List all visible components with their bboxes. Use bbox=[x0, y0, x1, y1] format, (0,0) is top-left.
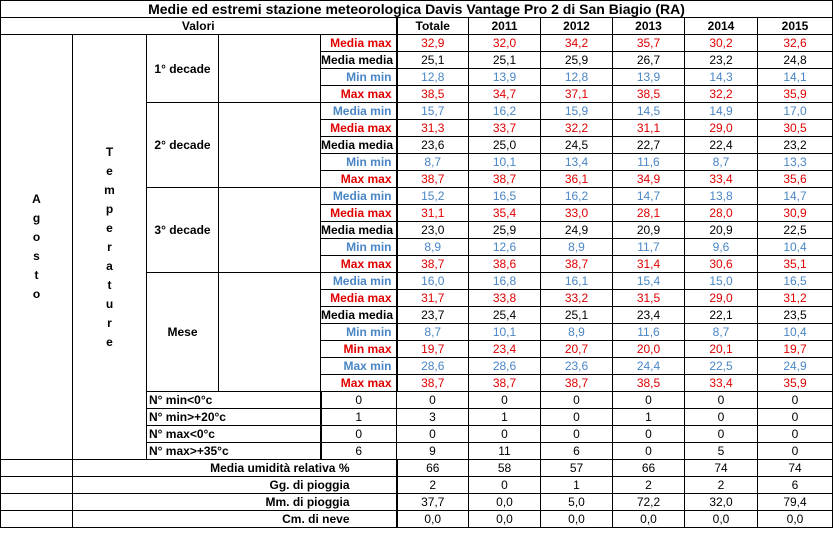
summary-label: Gg. di pioggia bbox=[73, 477, 397, 494]
stat-value: 38,7 bbox=[541, 256, 613, 273]
stat-value: 38,5 bbox=[613, 86, 685, 103]
stat-value: 8,9 bbox=[541, 239, 613, 256]
stat-value: 31,2 bbox=[758, 290, 833, 307]
stat-value: 24,5 bbox=[541, 137, 613, 154]
stat-value: 28,6 bbox=[469, 358, 541, 375]
table-row bbox=[1, 35, 833, 52]
period-label: 3° decade bbox=[147, 188, 219, 273]
summary-value: 74 bbox=[758, 460, 833, 477]
count-value: 0 bbox=[613, 392, 685, 409]
stat-label: Min min bbox=[321, 69, 397, 86]
stat-value: 8,7 bbox=[397, 324, 469, 341]
stat-value: 10,4 bbox=[758, 324, 833, 341]
stat-value: 29,0 bbox=[685, 290, 758, 307]
count-value: 0 bbox=[541, 409, 613, 426]
column-header: 2014 bbox=[685, 18, 758, 35]
month-letter: t bbox=[34, 268, 39, 282]
count-value: 0 bbox=[541, 426, 613, 443]
page-title: Medie ed estremi stazione meteorologica Davis Vantage Pro 2 di San Biagio (RA) bbox=[1, 1, 833, 18]
stat-value: 20,9 bbox=[685, 222, 758, 239]
stat-value: 15,9 bbox=[541, 103, 613, 120]
stat-value: 23,4 bbox=[469, 341, 541, 358]
count-value: 0 bbox=[397, 426, 469, 443]
stat-value: 16,2 bbox=[541, 188, 613, 205]
stat-value: 11,6 bbox=[613, 154, 685, 171]
stat-value: 13,9 bbox=[469, 69, 541, 86]
stat-value: 35,6 bbox=[758, 171, 833, 188]
bottom-spacer bbox=[1, 477, 73, 494]
month-letter: g bbox=[32, 211, 41, 225]
stat-value: 32,0 bbox=[469, 35, 541, 52]
stat-label: Min min bbox=[321, 239, 397, 256]
count-value: 0 bbox=[541, 392, 613, 409]
summary-value: 74 bbox=[685, 460, 758, 477]
summary-value: 0,0 bbox=[397, 511, 469, 528]
summary-value: 2 bbox=[685, 477, 758, 494]
stat-value: 8,9 bbox=[397, 239, 469, 256]
stat-value: 28,6 bbox=[397, 358, 469, 375]
stat-value: 12,8 bbox=[397, 69, 469, 86]
stat-value: 38,7 bbox=[541, 375, 613, 392]
stat-label: Media media bbox=[321, 307, 397, 324]
bottom-spacer bbox=[1, 511, 73, 528]
count-value: 11 bbox=[469, 443, 541, 460]
stat-value: 38,7 bbox=[469, 171, 541, 188]
stat-label: Media max bbox=[321, 205, 397, 222]
stat-value: 23,6 bbox=[541, 358, 613, 375]
stat-label: Media media bbox=[321, 222, 397, 239]
count-value: 0 bbox=[758, 392, 833, 409]
stat-value: 13,9 bbox=[613, 69, 685, 86]
stat-value: 15,0 bbox=[685, 273, 758, 290]
month-letter: o bbox=[32, 230, 41, 244]
stat-label: Media max bbox=[321, 120, 397, 137]
count-value: 5 bbox=[685, 443, 758, 460]
stat-value: 30,5 bbox=[758, 120, 833, 137]
stat-value: 31,1 bbox=[613, 120, 685, 137]
summary-value: 66 bbox=[613, 460, 685, 477]
stat-value: 31,3 bbox=[397, 120, 469, 137]
stat-label: Max max bbox=[321, 86, 397, 103]
stat-value: 23,6 bbox=[397, 137, 469, 154]
stat-value: 24,4 bbox=[613, 358, 685, 375]
summary-label: Media umidità relativa % bbox=[73, 460, 397, 477]
count-label: N° min<0°c bbox=[147, 392, 321, 409]
stat-value: 12,6 bbox=[469, 239, 541, 256]
count-value: 0 bbox=[685, 409, 758, 426]
stat-value: 14,3 bbox=[685, 69, 758, 86]
stat-value: 22,4 bbox=[685, 137, 758, 154]
stat-label: Media media bbox=[321, 52, 397, 69]
summary-value: 32,0 bbox=[685, 494, 758, 511]
stat-value: 19,7 bbox=[758, 341, 833, 358]
count-value: 9 bbox=[397, 443, 469, 460]
count-value: 0 bbox=[685, 426, 758, 443]
stat-label: Max max bbox=[321, 171, 397, 188]
stat-value: 28,1 bbox=[613, 205, 685, 222]
count-value: 0 bbox=[758, 443, 833, 460]
stat-value: 36,1 bbox=[541, 171, 613, 188]
stat-value: 16,0 bbox=[397, 273, 469, 290]
summary-label: Mm. di pioggia bbox=[73, 494, 397, 511]
stat-value: 33,2 bbox=[541, 290, 613, 307]
stat-value: 33,4 bbox=[685, 375, 758, 392]
count-value: 0 bbox=[613, 443, 685, 460]
stat-label: Max max bbox=[321, 256, 397, 273]
stat-label: Min min bbox=[321, 324, 397, 341]
stat-value: 30,2 bbox=[685, 35, 758, 52]
stat-value: 20,0 bbox=[613, 341, 685, 358]
stat-value: 38,7 bbox=[469, 375, 541, 392]
stat-value: 24,9 bbox=[541, 222, 613, 239]
stat-label: Media min bbox=[321, 188, 397, 205]
count-value: 3 bbox=[397, 409, 469, 426]
stat-value: 23,0 bbox=[397, 222, 469, 239]
period-label: Mese bbox=[147, 273, 219, 392]
stat-value: 25,9 bbox=[541, 52, 613, 69]
stat-value: 32,2 bbox=[541, 120, 613, 137]
stat-label: Max min bbox=[321, 358, 397, 375]
stat-value: 38,7 bbox=[397, 375, 469, 392]
stat-value: 31,7 bbox=[397, 290, 469, 307]
stat-label: Media max bbox=[321, 35, 397, 52]
period-spacer bbox=[219, 35, 321, 103]
stat-value: 32,2 bbox=[685, 86, 758, 103]
stat-value: 15,7 bbox=[397, 103, 469, 120]
stat-value: 15,2 bbox=[397, 188, 469, 205]
stat-value: 30,6 bbox=[685, 256, 758, 273]
stat-label: Min max bbox=[321, 341, 397, 358]
section-letter: e bbox=[106, 334, 113, 349]
stat-value: 14,1 bbox=[758, 69, 833, 86]
period-spacer bbox=[219, 103, 321, 188]
section-letter: T bbox=[105, 144, 114, 159]
summary-value: 58 bbox=[469, 460, 541, 477]
section-letter: t bbox=[107, 277, 112, 292]
stat-value: 22,7 bbox=[613, 137, 685, 154]
stat-value: 25,4 bbox=[469, 307, 541, 324]
stat-value: 33,7 bbox=[469, 120, 541, 137]
stat-label: Media media bbox=[321, 137, 397, 154]
stat-value: 25,1 bbox=[397, 52, 469, 69]
values-header: Valori bbox=[1, 18, 397, 35]
stat-value: 10,4 bbox=[758, 239, 833, 256]
bottom-spacer bbox=[1, 494, 73, 511]
stat-value: 35,9 bbox=[758, 86, 833, 103]
count-value: 0 bbox=[397, 392, 469, 409]
summary-value: 0,0 bbox=[541, 511, 613, 528]
stat-value: 17,0 bbox=[758, 103, 833, 120]
count-label: N° max>+35°c bbox=[147, 443, 321, 460]
section-letter: a bbox=[106, 258, 113, 273]
stat-value: 8,7 bbox=[685, 154, 758, 171]
stat-value: 13,3 bbox=[758, 154, 833, 171]
stat-label: Media min bbox=[321, 103, 397, 120]
stat-value: 37,1 bbox=[541, 86, 613, 103]
stat-value: 16,8 bbox=[469, 273, 541, 290]
summary-value: 0,0 bbox=[469, 494, 541, 511]
count-value: 0 bbox=[469, 426, 541, 443]
stat-value: 22,5 bbox=[758, 222, 833, 239]
section-letter: u bbox=[105, 296, 114, 311]
section-letter: r bbox=[107, 239, 112, 254]
summary-label: Cm. di neve bbox=[73, 511, 397, 528]
summary-value: 37,7 bbox=[397, 494, 469, 511]
stat-value: 35,4 bbox=[469, 205, 541, 222]
summary-value: 57 bbox=[541, 460, 613, 477]
stat-value: 12,8 bbox=[541, 69, 613, 86]
stat-value: 23,2 bbox=[685, 52, 758, 69]
month-letter: s bbox=[33, 249, 40, 263]
stat-value: 8,7 bbox=[397, 154, 469, 171]
count-label: N° max<0°c bbox=[147, 426, 321, 443]
stat-value: 11,7 bbox=[613, 239, 685, 256]
stat-value: 33,8 bbox=[469, 290, 541, 307]
stat-value: 24,8 bbox=[758, 52, 833, 69]
summary-value: 6 bbox=[758, 477, 833, 494]
count-value: 0 bbox=[685, 392, 758, 409]
count-value: 0 bbox=[613, 426, 685, 443]
month-label bbox=[1, 35, 73, 460]
summary-value: 2 bbox=[397, 477, 469, 494]
stat-value: 8,9 bbox=[541, 324, 613, 341]
summary-value: 66 bbox=[397, 460, 469, 477]
stat-value: 10,1 bbox=[469, 154, 541, 171]
table-row bbox=[1, 494, 833, 511]
stat-value: 13,4 bbox=[541, 154, 613, 171]
stat-value: 10,1 bbox=[469, 324, 541, 341]
count-value: 1 bbox=[469, 409, 541, 426]
summary-value: 0,0 bbox=[469, 511, 541, 528]
summary-value: 2 bbox=[613, 477, 685, 494]
summary-value: 0,0 bbox=[685, 511, 758, 528]
stat-value: 19,7 bbox=[397, 341, 469, 358]
count-value: 1 bbox=[321, 409, 397, 426]
stat-value: 29,0 bbox=[685, 120, 758, 137]
stat-value: 31,4 bbox=[613, 256, 685, 273]
stat-value: 35,7 bbox=[613, 35, 685, 52]
table-row bbox=[1, 511, 833, 528]
section-letter: e bbox=[106, 220, 113, 235]
stat-label: Min min bbox=[321, 154, 397, 171]
count-value: 0 bbox=[469, 392, 541, 409]
stat-value: 22,1 bbox=[685, 307, 758, 324]
section-letter: m bbox=[104, 182, 115, 197]
section-letter: e bbox=[106, 163, 113, 178]
period-spacer bbox=[219, 188, 321, 273]
stat-value: 38,5 bbox=[613, 375, 685, 392]
stat-value: 20,9 bbox=[613, 222, 685, 239]
stat-value: 20,1 bbox=[685, 341, 758, 358]
table-row bbox=[1, 460, 833, 477]
column-header: 2011 bbox=[469, 18, 541, 35]
stat-label: Media max bbox=[321, 290, 397, 307]
summary-value: 5,0 bbox=[541, 494, 613, 511]
stat-value: 22,5 bbox=[685, 358, 758, 375]
stat-value: 25,0 bbox=[469, 137, 541, 154]
summary-value: 72,2 bbox=[613, 494, 685, 511]
stat-value: 23,5 bbox=[758, 307, 833, 324]
stat-value: 9,6 bbox=[685, 239, 758, 256]
month-letter: o bbox=[32, 287, 41, 301]
count-value: 1 bbox=[613, 409, 685, 426]
stat-value: 16,5 bbox=[758, 273, 833, 290]
stat-value: 26,7 bbox=[613, 52, 685, 69]
month-letter: A bbox=[32, 192, 41, 206]
stat-value: 25,9 bbox=[469, 222, 541, 239]
stat-value: 34,7 bbox=[469, 86, 541, 103]
column-header: Totale bbox=[397, 18, 469, 35]
stat-value: 32,9 bbox=[397, 35, 469, 52]
stat-value: 16,5 bbox=[469, 188, 541, 205]
stat-value: 31,1 bbox=[397, 205, 469, 222]
count-value: 0 bbox=[321, 426, 397, 443]
stat-value: 35,1 bbox=[758, 256, 833, 273]
column-header: 2013 bbox=[613, 18, 685, 35]
stat-value: 35,9 bbox=[758, 375, 833, 392]
count-value: 6 bbox=[321, 443, 397, 460]
section-letter: r bbox=[107, 315, 112, 330]
count-value: 0 bbox=[758, 426, 833, 443]
count-label: N° min>+20°c bbox=[147, 409, 321, 426]
section-label bbox=[73, 35, 147, 460]
stat-value: 24,9 bbox=[758, 358, 833, 375]
summary-value: 0 bbox=[469, 477, 541, 494]
period-label: 2° decade bbox=[147, 103, 219, 188]
column-header: 2012 bbox=[541, 18, 613, 35]
summary-value: 79,4 bbox=[758, 494, 833, 511]
stat-value: 38,5 bbox=[397, 86, 469, 103]
stat-label: Media min bbox=[321, 273, 397, 290]
summary-value: 0,0 bbox=[758, 511, 833, 528]
stat-value: 25,1 bbox=[469, 52, 541, 69]
stat-value: 8,7 bbox=[685, 324, 758, 341]
stat-value: 38,7 bbox=[397, 171, 469, 188]
section-letter: p bbox=[105, 201, 114, 216]
stat-value: 34,2 bbox=[541, 35, 613, 52]
stat-value: 23,7 bbox=[397, 307, 469, 324]
stat-value: 33,4 bbox=[685, 171, 758, 188]
stat-value: 31,5 bbox=[613, 290, 685, 307]
stat-value: 13,8 bbox=[685, 188, 758, 205]
stat-value: 23,2 bbox=[758, 137, 833, 154]
bottom-spacer bbox=[1, 460, 73, 477]
stat-value: 25,1 bbox=[541, 307, 613, 324]
stat-value: 16,2 bbox=[469, 103, 541, 120]
stat-value: 38,6 bbox=[469, 256, 541, 273]
stat-label: Max max bbox=[321, 375, 397, 392]
stat-value: 14,5 bbox=[613, 103, 685, 120]
stat-value: 20,7 bbox=[541, 341, 613, 358]
table-row bbox=[1, 477, 833, 494]
stat-value: 34,9 bbox=[613, 171, 685, 188]
stat-value: 16,1 bbox=[541, 273, 613, 290]
count-value: 6 bbox=[541, 443, 613, 460]
summary-value: 1 bbox=[541, 477, 613, 494]
stat-value: 14,7 bbox=[758, 188, 833, 205]
count-value: 0 bbox=[321, 392, 397, 409]
stat-value: 14,9 bbox=[685, 103, 758, 120]
stat-value: 32,6 bbox=[758, 35, 833, 52]
stat-value: 15,4 bbox=[613, 273, 685, 290]
count-value: 0 bbox=[758, 409, 833, 426]
stat-value: 33,0 bbox=[541, 205, 613, 222]
column-header: 2015 bbox=[758, 18, 833, 35]
period-spacer bbox=[219, 273, 321, 392]
summary-value: 0,0 bbox=[613, 511, 685, 528]
stat-value: 11,6 bbox=[613, 324, 685, 341]
stat-value: 23,4 bbox=[613, 307, 685, 324]
stat-value: 28,0 bbox=[685, 205, 758, 222]
stat-value: 14,7 bbox=[613, 188, 685, 205]
stat-value: 30,9 bbox=[758, 205, 833, 222]
period-label: 1° decade bbox=[147, 35, 219, 103]
stat-value: 38,7 bbox=[397, 256, 469, 273]
